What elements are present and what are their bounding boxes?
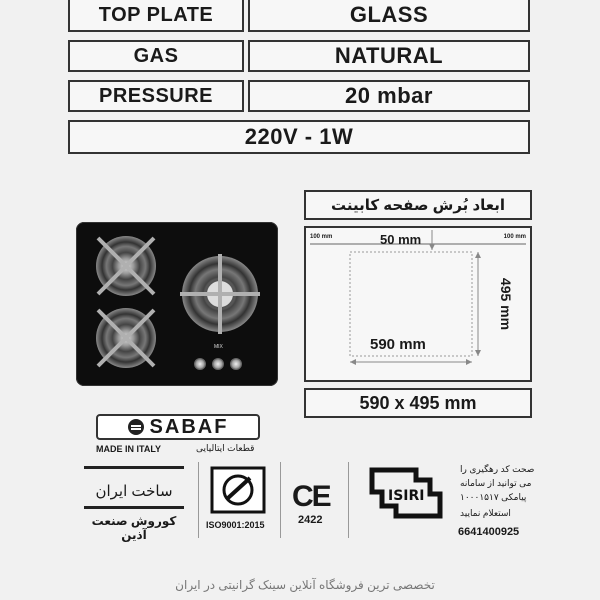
ce-number: 2422 bbox=[298, 514, 323, 526]
separator-3 bbox=[348, 462, 349, 538]
tracking-code: 6641400925 bbox=[458, 526, 520, 538]
iso-label: ISO9001:2015 bbox=[206, 520, 265, 530]
manufacturer-divider-bottom bbox=[84, 506, 184, 509]
margin-left-label: 100 mm bbox=[310, 234, 333, 240]
verify-line-3: پیامکی ۱۰۰۰۱۵۱۷ bbox=[460, 492, 527, 502]
italian-parts-label: قطعات ایتالیایی bbox=[196, 443, 255, 453]
cooktop-image bbox=[76, 222, 278, 386]
gas-label: GAS bbox=[68, 40, 244, 72]
top-plate-value: GLASS bbox=[248, 0, 530, 32]
cutout-size: 590 x 495 mm bbox=[304, 388, 532, 418]
burner-bottom-left bbox=[96, 308, 156, 368]
pressure-label: PRESSURE bbox=[68, 80, 244, 112]
cutout-diagram bbox=[304, 226, 532, 382]
svg-text:ISIRI: ISIRI bbox=[388, 488, 425, 504]
knob-2 bbox=[212, 358, 224, 370]
cutout-lines bbox=[306, 228, 530, 380]
burner-right-wok bbox=[180, 254, 260, 334]
depth-label: 495 mm bbox=[498, 277, 514, 331]
pressure-value: 20 mbar bbox=[248, 80, 530, 112]
sabaf-name: SABAF bbox=[149, 415, 229, 438]
company-name: کوروش صنعت آذین bbox=[91, 514, 177, 542]
iran-standard-icon bbox=[366, 460, 446, 526]
gas-value: NATURAL bbox=[248, 40, 530, 72]
made-in-italy-label: MADE IN ITALY bbox=[96, 444, 162, 454]
verify-line-2: می توانید از سامانه bbox=[460, 478, 532, 488]
burner-top-left bbox=[96, 236, 156, 296]
separator-1 bbox=[198, 462, 199, 538]
verify-line-4: استعلام نمایید bbox=[460, 508, 511, 518]
sabaf-symbol-icon bbox=[128, 419, 144, 435]
separator-2 bbox=[280, 462, 281, 538]
footer-tagline: تخصصی ترین فروشگاه آنلاین سینک گرانیتی در ایران bbox=[175, 578, 435, 592]
cooktop-brand-mark: MIX bbox=[214, 344, 223, 350]
knob-1 bbox=[194, 358, 206, 370]
top-plate-label: TOP PLATE bbox=[68, 0, 244, 32]
manufacturer-divider-top bbox=[84, 466, 184, 469]
knob-3 bbox=[230, 358, 242, 370]
margin-right-label: 100 mm bbox=[503, 234, 526, 240]
power-rating: 220V - 1W bbox=[68, 120, 530, 154]
ce-mark-icon: CE bbox=[292, 480, 330, 513]
sabaf-logo bbox=[96, 414, 260, 440]
width-label: 590 mm bbox=[370, 336, 426, 353]
cooktop-burners-graphic bbox=[76, 222, 278, 386]
iso-cert-icon bbox=[208, 466, 268, 522]
cutout-title: ابعاد بُرش صفحه کابینت bbox=[304, 190, 532, 220]
top-margin-label: 50 mm bbox=[380, 232, 422, 247]
made-in-iran-label: ساخت ایران bbox=[95, 483, 173, 500]
verify-line-1: صحت کد رهگیری را bbox=[460, 464, 535, 474]
